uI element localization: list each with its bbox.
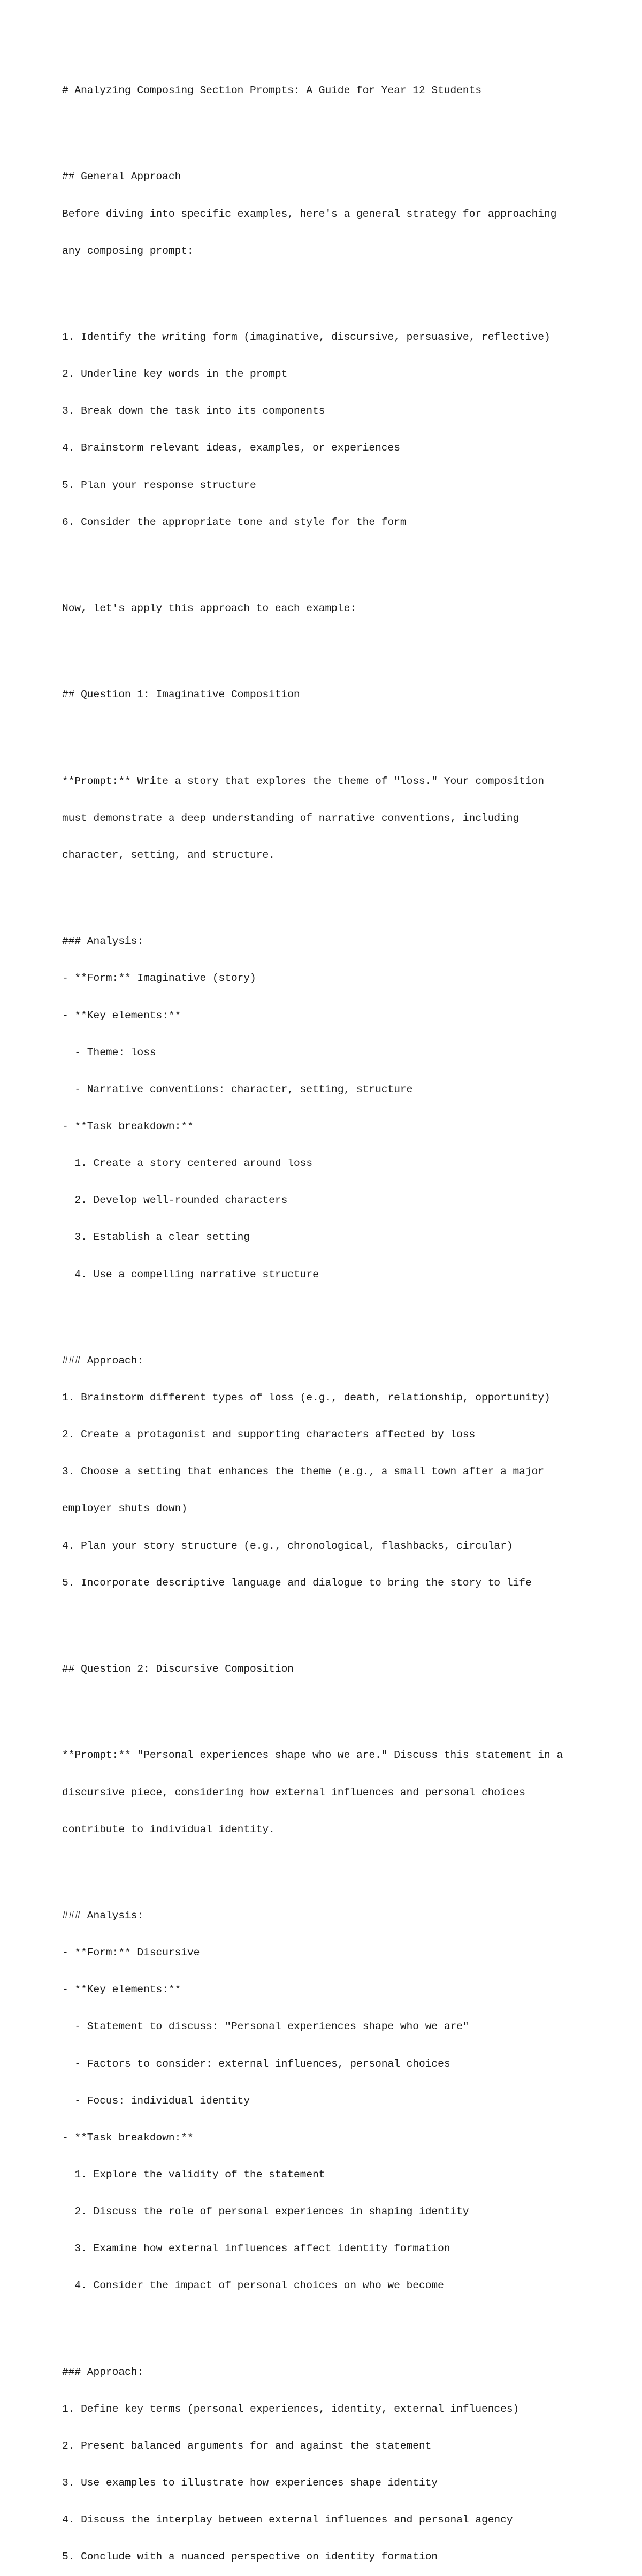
list-item: 3. Choose a setting that enhances the theme (e.g., a small town after a major bbox=[62, 1466, 545, 1478]
list-item: - **Form:** Imaginative (story) bbox=[62, 972, 256, 985]
section-heading-question-2: ## Question 2: Discursive Composition bbox=[62, 1663, 294, 1675]
list-item: - **Task breakdown:** bbox=[62, 1121, 194, 1133]
list-item: - Factors to consider: external influences, personal choices bbox=[62, 2057, 450, 2070]
blank-line bbox=[62, 886, 629, 898]
list-item: - **Form:** Discursive bbox=[62, 1947, 200, 1959]
subheading-approach: ### Approach: bbox=[62, 1354, 144, 1367]
prompt-line: character, setting, and structure. bbox=[62, 849, 275, 861]
list-item: 1. Create a story centered around loss bbox=[62, 1157, 313, 1170]
list-item: 2. Develop well-rounded characters bbox=[62, 1194, 288, 1207]
subheading-analysis: ### Analysis: bbox=[62, 935, 144, 948]
prompt-line: **Prompt:** Write a story that explores the theme of "loss." Your composition bbox=[62, 775, 545, 787]
list-item: 5. Conclude with a nuanced perspective on identity formation bbox=[62, 2551, 438, 2563]
blank-line bbox=[62, 1614, 629, 1626]
list-item: 2. Create a protagonist and supporting characters affected by loss bbox=[62, 1429, 476, 1441]
blank-line bbox=[62, 1700, 629, 1712]
blank-line bbox=[62, 1861, 629, 1873]
list-item: - Theme: loss bbox=[62, 1046, 156, 1058]
section-heading-question-1: ## Question 1: Imaginative Composition bbox=[62, 689, 300, 701]
list-item: 2. Underline key words in the prompt bbox=[62, 368, 288, 380]
blank-line bbox=[62, 2317, 629, 2329]
blank-line bbox=[62, 121, 629, 134]
list-item: 3. Establish a clear setting bbox=[62, 1231, 250, 1244]
list-item: 4. Use a compelling narrative structure bbox=[62, 1268, 319, 1281]
prompt-line: must demonstrate a deep understanding of narrative conventions, including bbox=[62, 812, 519, 824]
prompt-line: **Prompt:** "Personal experiences shape who we are." Discuss this statement in a bbox=[62, 1749, 563, 1762]
prompt-line: contribute to individual identity. bbox=[62, 1823, 275, 1835]
list-item: 2. Present balanced arguments for and against the statement bbox=[62, 2440, 432, 2452]
list-item: 5. Incorporate descriptive language and dialogue to bring the story to life bbox=[62, 1576, 532, 1589]
list-item: 3. Use examples to illustrate how experiences shape identity bbox=[62, 2477, 438, 2489]
list-item: - **Key elements:** bbox=[62, 1009, 181, 1022]
list-item: - Statement to discuss: "Personal experiences shape who we are" bbox=[62, 2021, 469, 2033]
subheading-approach: ### Approach: bbox=[62, 2366, 144, 2378]
blank-line bbox=[62, 726, 629, 738]
document-body bbox=[62, 60, 629, 2576]
document-title: # Analyzing Composing Section Prompts: A Guide for Year 12 Students bbox=[62, 85, 482, 97]
list-item: 4. Discuss the interplay between external influences and personal agency bbox=[62, 2514, 513, 2526]
intro-line: any composing prompt: bbox=[62, 245, 194, 257]
intro-line: Before diving into specific examples, here's a general strategy for approaching bbox=[62, 208, 557, 220]
list-item: - **Key elements:** bbox=[62, 1984, 181, 1996]
blank-line bbox=[62, 553, 629, 566]
subheading-analysis: ### Analysis: bbox=[62, 1910, 144, 1922]
blank-line bbox=[62, 282, 629, 294]
blank-line bbox=[62, 639, 629, 652]
list-item: 1. Identify the writing form (imaginative, discursive, persuasive, reflective) bbox=[62, 331, 551, 344]
list-item: 6. Consider the appropriate tone and style for the form bbox=[62, 516, 407, 528]
transition-line: Now, let's apply this approach to each example: bbox=[62, 603, 356, 615]
list-item: 4. Plan your story structure (e.g., chronological, flashbacks, circular) bbox=[62, 1539, 513, 1552]
list-item: 4. Consider the impact of personal choices on who we become bbox=[62, 2280, 444, 2292]
list-item: 1. Explore the validity of the statement bbox=[62, 2169, 325, 2181]
list-item: employer shuts down) bbox=[62, 1503, 188, 1515]
list-item: - **Task breakdown:** bbox=[62, 2131, 194, 2144]
prompt-line: discursive piece, considering how external influences and personal choices bbox=[62, 1786, 525, 1798]
list-item: 3. Break down the task into its components bbox=[62, 405, 325, 417]
list-item: 1. Define key terms (personal experiences, identity, external influences) bbox=[62, 2403, 519, 2415]
blank-line bbox=[62, 1306, 629, 1318]
list-item: 4. Brainstorm relevant ideas, examples, or experiences bbox=[62, 442, 400, 454]
list-item: - Focus: individual identity bbox=[62, 2094, 250, 2107]
list-item: 1. Brainstorm different types of loss (e.g., death, relationship, opportunity) bbox=[62, 1392, 551, 1404]
list-item: - Narrative conventions: character, setting, structure bbox=[62, 1083, 413, 1095]
list-item: 2. Discuss the role of personal experiences in shaping identity bbox=[62, 2206, 469, 2218]
list-item: 3. Examine how external influences affect identity formation bbox=[62, 2243, 450, 2255]
section-heading-general-approach: ## General Approach bbox=[62, 171, 181, 183]
list-item: 5. Plan your response structure bbox=[62, 479, 256, 491]
